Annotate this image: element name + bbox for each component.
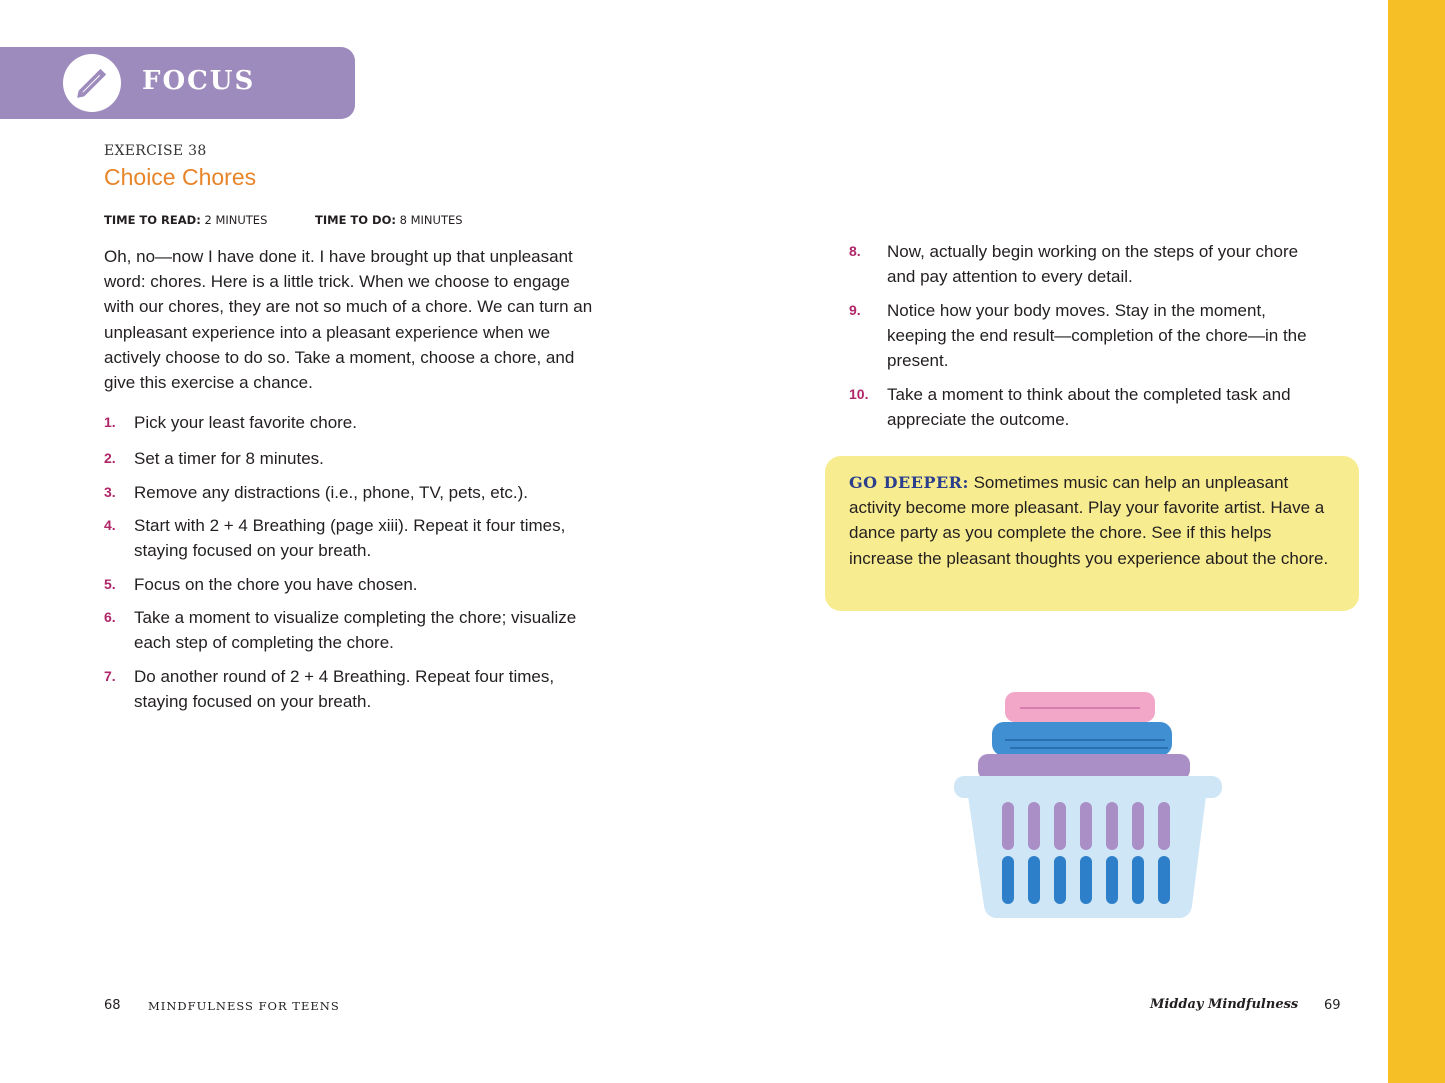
step-text: Set a timer for 8 minutes. [134,449,324,468]
list-item [104,446,604,471]
step-text: Notice how your body moves. Stay in the moment, keeping the end result—completion of the chore—in the present. [887,301,1307,371]
step-text: Do another round of 2 + 4 Breathing. Repeat four times, staying focused on your breath. [134,667,555,712]
page-number-right: 69 [1324,998,1341,1013]
page-edge-bar [1388,0,1445,1083]
list-item [104,513,604,563]
step-text: Take a moment to visualize completing the chore; visualize each step of completing the chore. [134,608,577,653]
step-text: Focus on the chore you have chosen. [134,575,418,594]
go-deeper-label: GO DEEPER: [849,473,969,492]
go-deeper-callout [825,456,1359,611]
step-number: 4. [104,517,116,533]
laundry-basket-icon [950,688,1225,927]
go-deeper-body: Sometimes music can help an unpleasant activity become more pleasant. Play your favorite artist. Have a dance party as you complete the chore. See if this helps increase the pleasant thoughts you experience about the chore. [849,473,1329,568]
book-title: MINDFULNESS FOR TEENS [148,999,340,1013]
list-item [849,298,1327,374]
step-number: 7. [104,668,116,684]
exercise-title: Choice Chores [104,164,257,190]
time-to-do-label: TIME TO DO: [315,213,396,227]
time-to-do-value: 8 MINUTES [399,213,463,227]
step-number: 9. [849,302,861,318]
section-tab-label: FOCUS [142,66,256,96]
step-text: Now, actually begin working on the steps of your chore and pay attention to every detail. [887,242,1299,287]
step-text: Pick your least favorite chore. [134,413,357,432]
step-number: 3. [104,484,116,500]
step-number: 1. [104,414,116,430]
list-item [849,239,1327,289]
time-to-read [104,213,267,227]
step-number: 10. [849,386,869,402]
exercise-number: EXERCISE 38 [104,143,207,159]
list-item [104,664,604,714]
time-to-read-value: 2 MINUTES [204,213,268,227]
list-item [849,382,1327,432]
step-number: 2. [104,450,116,466]
list-item [104,605,604,655]
step-text: Remove any distractions (i.e., phone, TV, pets, etc.). [134,483,529,502]
time-to-do [315,213,463,227]
step-text: Take a moment to think about the completed task and appreciate the outcome. [887,385,1291,430]
step-text: Start with 2 + 4 Breathing (page xiii). Repeat it four times, staying focused on your breath. [134,516,566,561]
page-number-left: 68 [104,998,121,1013]
step-number: 8. [849,243,861,259]
intro-paragraph: Oh, no—now I have done it. I have brought up that unpleasant word: chores. Here is a little trick. When we choose to engage with our chores, they are not so much of a chore. We can turn an unpleasant experience into a pleasant experience when we actively choose to do so. Take a moment, choose a chore, and give this exercise a chance. [104,247,593,393]
section-title: Midday Mindfulness [1150,997,1299,1012]
focus-tab [0,47,355,119]
list-item [104,572,604,597]
list-item [104,410,604,435]
step-number: 5. [104,576,116,592]
pencil-icon [63,54,121,112]
time-to-read-label: TIME TO READ: [104,213,201,227]
step-number: 6. [104,609,116,625]
go-deeper-text [849,470,1329,571]
list-item [104,480,604,505]
